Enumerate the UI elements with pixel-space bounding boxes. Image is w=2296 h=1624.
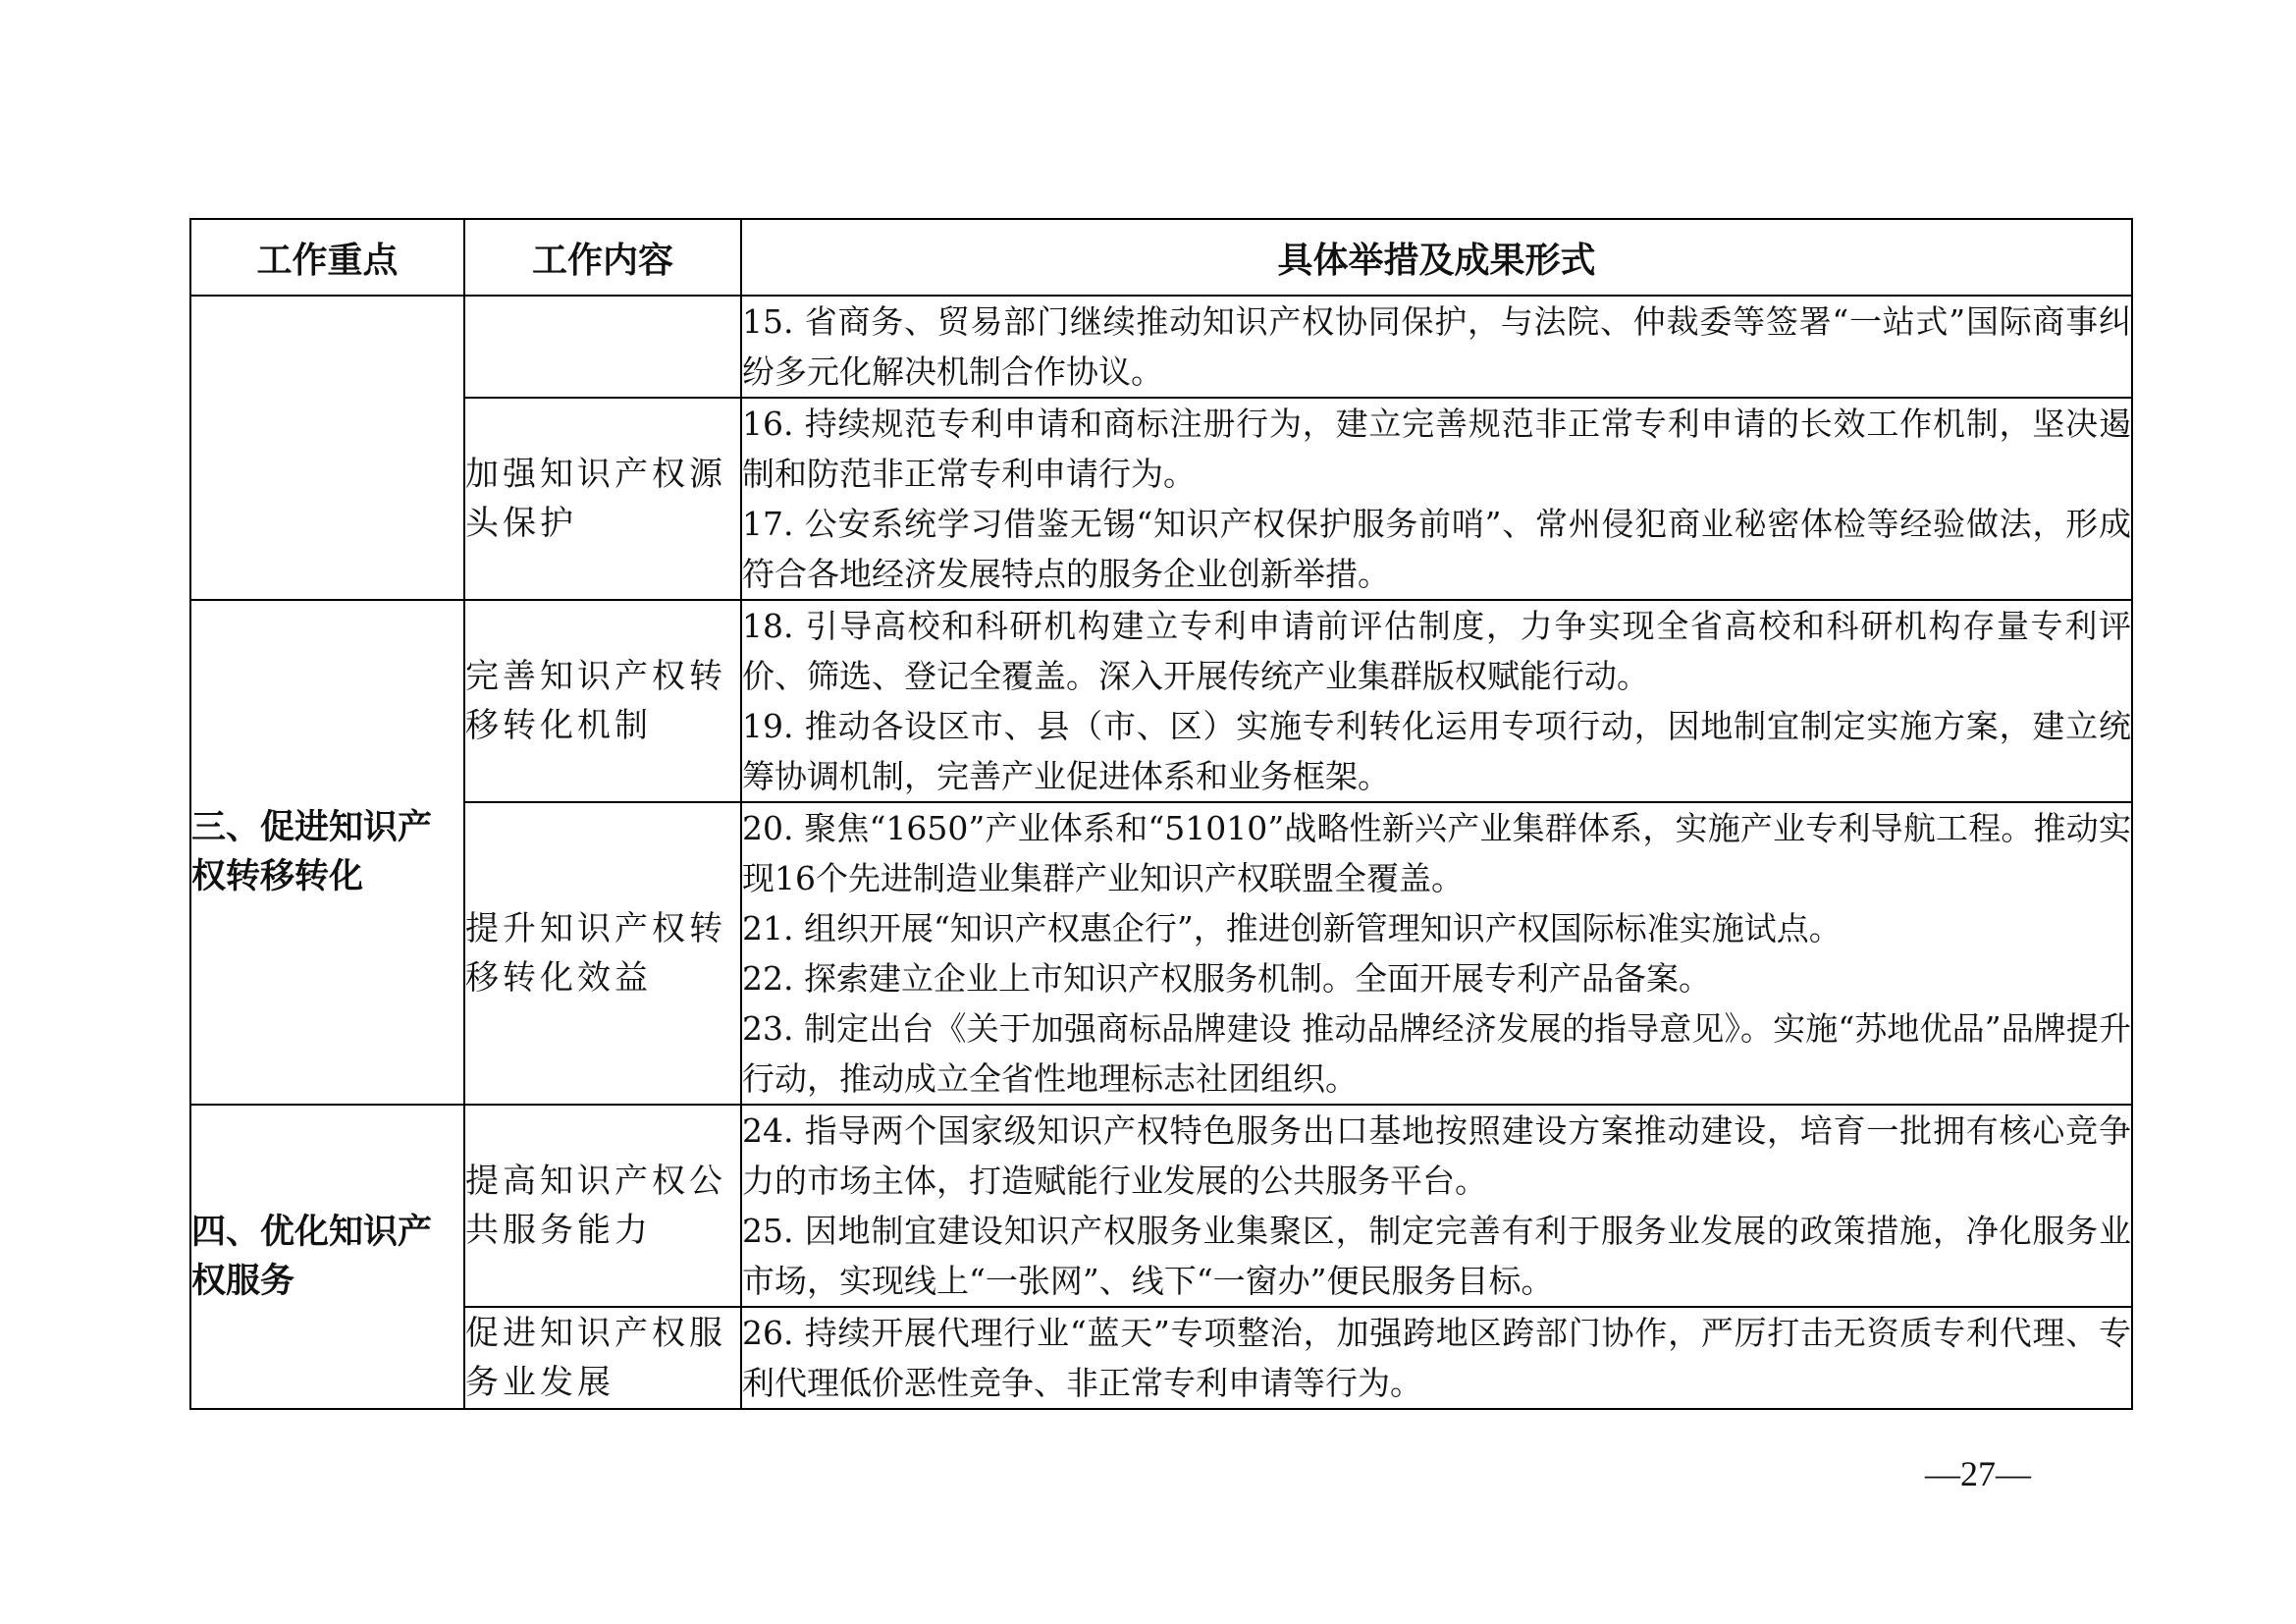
table-row <box>190 802 2132 1105</box>
measures-cell <box>741 1307 2132 1409</box>
measures-cell <box>741 600 2132 802</box>
work-focus-cell: 三、促进知识产权转移转化 <box>190 600 464 1105</box>
header-measures: 具体举措及成果形式 <box>741 219 2132 296</box>
table-row <box>190 1105 2132 1307</box>
header-work-content: 工作内容 <box>464 219 741 296</box>
measures-cell <box>741 398 2132 600</box>
measure-item: 18. 引导高校和科研机构建立专利申请前评估制度，力争实现全省高校和科研机构存量专利评价、筛选、登记全覆盖。深入开展传统产业集群版权赋能行动。 <box>742 607 2131 695</box>
measure-item: 16. 持续规范专利申请和商标注册行为，建立完善规范非正常专利申请的长效工作机制，坚决遏制和防范非正常专利申请行为。 <box>742 405 2131 493</box>
measure-item: 17. 公安系统学习借鉴无锡“知识产权保护服务前哨”、常州侵犯商业秘密体检等经验做法，形成符合各地经济发展特点的服务企业创新举措。 <box>742 505 2131 593</box>
measure-item: 21. 组织开展“知识产权惠企行”，推进创新管理知识产权国际标准实施试点。 <box>742 909 1842 947</box>
measures-cell <box>741 802 2132 1105</box>
header-row <box>190 219 2132 296</box>
measure-item: 19. 推动各设区市、县（市、区）实施专利转化运用专项行动，因地制宜制定实施方案，建立统筹协调机制，完善产业促进体系和业务框架。 <box>742 707 2131 795</box>
work-content-cell: 提高知识产权公共服务能力 <box>464 1105 741 1307</box>
work-content-cell: 完善知识产权转移转化机制 <box>464 600 741 802</box>
work-content-cell: 提升知识产权转移转化效益 <box>464 802 741 1105</box>
work-focus-cell <box>190 296 464 600</box>
work-content-cell: 促进知识产权服务业发展 <box>464 1307 741 1409</box>
measure-item: 25. 因地制宜建设知识产权服务业集聚区，制定完善有利于服务业发展的政策措施，净化服务业市场，实现线上“一张网”、线下“一窗办”便民服务目标。 <box>742 1212 2131 1300</box>
measure-item: 23. 制定出台《关于加强商标品牌建设 推动品牌经济发展的指导意见》。实施“苏地优品”品牌提升行动，推动成立全省性地理标志社团组织。 <box>742 1009 2131 1098</box>
measure-item: 24. 指导两个国家级知识产权特色服务出口基地按照建设方案推动建设，培育一批拥有核心竞争力的市场主体，打造赋能行业发展的公共服务平台。 <box>742 1111 2131 1200</box>
measures-cell <box>741 1105 2132 1307</box>
table-row <box>190 398 2132 600</box>
measures-cell <box>741 296 2132 398</box>
header-work-focus: 工作重点 <box>190 219 464 296</box>
page-number: —27— <box>1925 1454 2031 1493</box>
measure-item: 15. 省商务、贸易部门继续推动知识产权协同保护，与法院、仲裁委等签署“一站式”国际商事纠纷多元化解决机制合作协议。 <box>742 302 2131 391</box>
work-plan-table <box>189 218 2133 1410</box>
measure-item: 20. 聚焦“1650”产业体系和“51010”战略性新兴产业集群体系，实施产业专利导航工程。推动实现16个先进制造业集群产业知识产权联盟全覆盖。 <box>742 809 2131 897</box>
measure-item: 22. 探索建立企业上市知识产权服务机制。全面开展专利产品备案。 <box>742 959 1711 998</box>
table-row <box>190 1307 2132 1409</box>
work-content-cell <box>464 296 741 398</box>
table-row <box>190 600 2132 802</box>
work-focus-cell: 四、优化知识产权服务 <box>190 1105 464 1409</box>
measure-item: 26. 持续开展代理行业“蓝天”专项整治，加强跨地区跨部门协作，严厉打击无资质专利代理、专利代理低价恶性竞争、非正常专利申请等行为。 <box>742 1314 2131 1402</box>
work-content-cell: 加强知识产权源头保护 <box>464 398 741 600</box>
table-row <box>190 296 2132 398</box>
